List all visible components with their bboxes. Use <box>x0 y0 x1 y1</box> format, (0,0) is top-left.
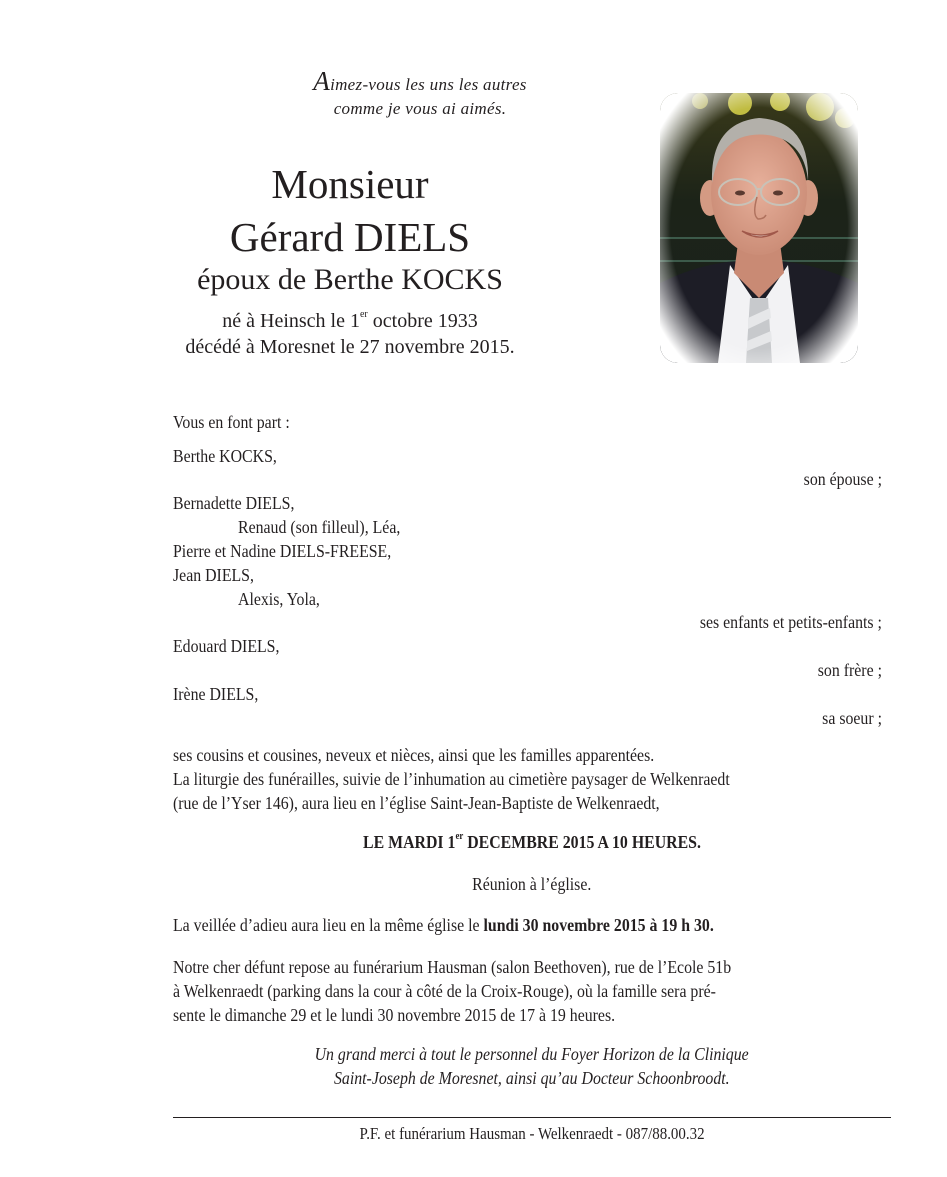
ceremony-date-prefix: LE MARDI 1 <box>363 832 456 852</box>
liturgy-line-1: La liturgie des funérailles, suivie de l’inhumation au cimetière paysager de Welkenraedt <box>173 769 730 789</box>
family-relation: sa soeur ; <box>822 708 882 728</box>
footer-text: P.F. et funérarium Hausman - Welkenraedt - 087/88.00.32 <box>359 1124 705 1143</box>
spouse-line: époux de Berthe KOCKS <box>197 263 503 296</box>
family-member: Irène DIELS, <box>173 684 259 704</box>
epigraph-initial: A <box>313 66 331 96</box>
extended-family-line: ses cousins et cousines, neveux et nièces, ainsi que les familles apparentées. <box>173 745 655 765</box>
ceremony-date-superscript: er <box>455 831 464 842</box>
family-member: Jean DIELS, <box>173 565 254 585</box>
birth-suffix: octobre 1933 <box>367 310 478 332</box>
family-relation: son frère ; <box>817 660 882 680</box>
repose-line-3: sente le dimanche 29 et le lundi 30 novembre 2015 de 17 à 19 heures. <box>173 1005 616 1025</box>
family-member: Pierre et Nadine DIELS-FREESE, <box>173 541 392 561</box>
birth-line <box>160 310 540 333</box>
birth-superscript: er <box>359 309 368 320</box>
birth-prefix: né à Heinsch le 1 <box>222 310 360 332</box>
portrait-photo <box>660 93 858 363</box>
liturgy-line-2: (rue de l’Yser 146), aura lieu en l’église Saint-Jean-Baptiste de Welkenraedt, <box>173 793 660 813</box>
epigraph-line-1 <box>170 66 670 96</box>
thanks-line-2 <box>173 1068 891 1089</box>
vigil-line <box>173 915 714 936</box>
deceased-name: Gérard DIELS <box>229 214 471 260</box>
family-member: Berthe KOCKS, <box>173 446 277 466</box>
thanks-text-1: Un grand merci à tout le personnel du Foyer Horizon de la Clinique <box>314 1044 750 1064</box>
thanks-line-1 <box>173 1044 891 1065</box>
footer-divider <box>173 1117 891 1118</box>
epigraph-line-2: comme je vous ai aimés. <box>333 99 507 118</box>
family-member: Edouard DIELS, <box>173 636 280 656</box>
repose-line-1: Notre cher défunt repose au funérarium Hausman (salon Beethoven), rue de l’Ecole 51b <box>173 957 732 977</box>
honorific: Monsieur <box>271 161 429 207</box>
family-member: Bernadette DIELS, <box>173 493 295 513</box>
repose-line-2: à Welkenraedt (parking dans la cour à côté de la Croix-Rouge), où la famille sera pré- <box>173 981 716 1001</box>
intro-line: Vous en font part : <box>173 412 290 432</box>
death-line: décédé à Moresnet le 27 novembre 2015. <box>185 336 515 358</box>
family-relation: son épouse ; <box>803 469 882 489</box>
meeting-line <box>173 874 891 895</box>
footer <box>173 1124 891 1144</box>
ceremony-date-suffix: DECEMBRE 2015 A 10 HEURES. <box>463 832 701 852</box>
family-member: Alexis, Yola, <box>238 589 320 609</box>
family-relation: ses enfants et petits-enfants ; <box>699 612 882 632</box>
family-member: Renaud (son filleul), Léa, <box>238 517 401 537</box>
vigil-date: lundi 30 novembre 2015 à 19 h 30. <box>483 915 714 935</box>
vigil-text: La veillée d’adieu aura lieu en la même église le <box>173 915 484 935</box>
thanks-text-2: Saint-Joseph de Moresnet, ainsi qu’au Docteur Schoonbroodt. <box>334 1068 730 1088</box>
meeting-text: Réunion à l’église. <box>472 874 592 894</box>
ceremony-date <box>173 832 891 853</box>
epigraph-line-1-text: imez-vous les uns les autres <box>330 75 527 94</box>
